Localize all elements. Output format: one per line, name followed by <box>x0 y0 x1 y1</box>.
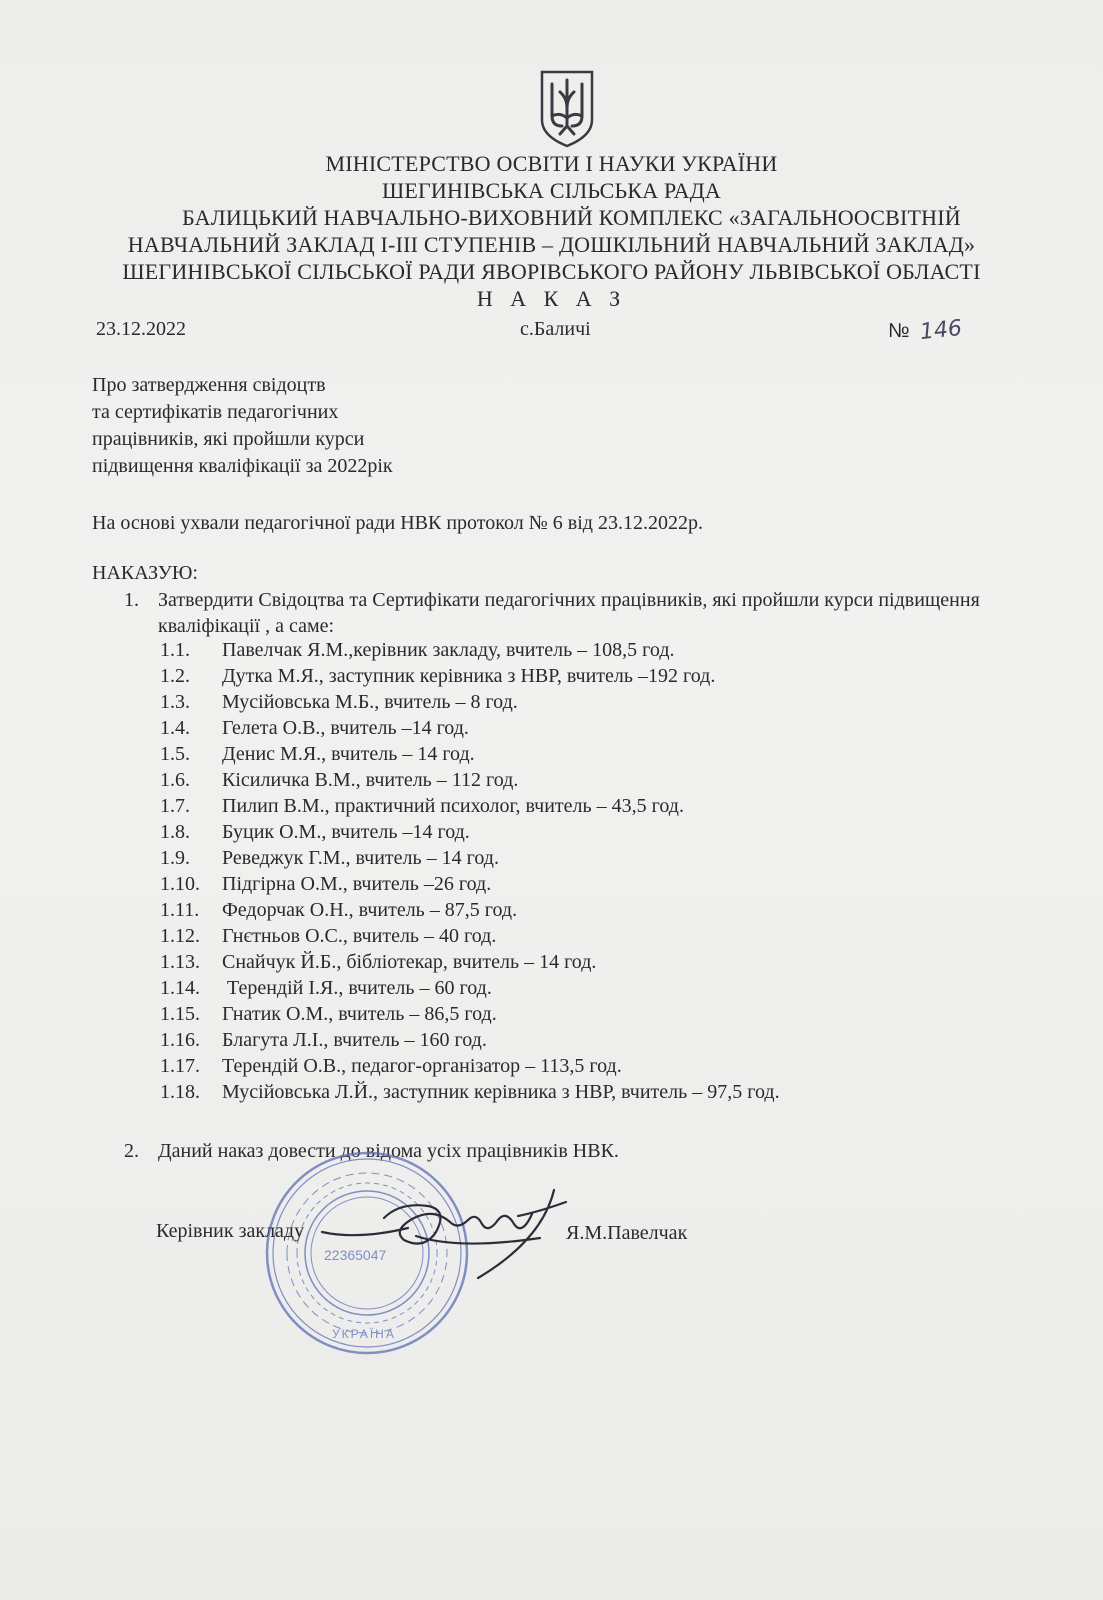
subitem-number: 1.14. <box>160 977 200 999</box>
subitem-number: 1.1. <box>160 639 190 661</box>
subitem <box>160 639 675 662</box>
subitem-text: Павелчак Я.М.,керівник закладу, вчитель – 108,5 год. <box>222 639 675 661</box>
subitem-number: 1.11. <box>160 899 200 921</box>
subitem-text: Благута Л.І., вчитель – 160 год. <box>222 1029 487 1051</box>
subitem-number: 1.16. <box>160 1029 200 1051</box>
subitem-number: 1.15. <box>160 1003 200 1025</box>
subitem <box>160 951 596 974</box>
subitem-number: 1.9. <box>160 847 190 869</box>
subitem-text: Терендій О.В., педагог-організатор – 113,5 год. <box>222 1055 622 1077</box>
subitem-number: 1.5. <box>160 743 190 765</box>
subitem-number: 1.3. <box>160 691 190 713</box>
item-number: 2. <box>124 1140 139 1162</box>
subitem-text: Мусійовська Л.Й., заступник керівника з НВР, вчитель – 97,5 год. <box>222 1081 780 1103</box>
council-title: ШЕГИНІВСЬКА СІЛЬСЬКА РАДА <box>381 178 722 203</box>
subitem-text: Мусійовська М.Б., вчитель – 8 год. <box>222 691 518 713</box>
school-title-line3: ШЕГИНІВСЬКОЇ СІЛЬСЬКОЇ РАДИ ЯВОРІВСЬКОГО РАЙОНУ ЛЬВІВСЬКОЇ ОБЛАСТІ <box>122 259 981 284</box>
subitem-text: Кісиличка В.М., вчитель – 112 год. <box>222 769 519 791</box>
order-date: 23.12.2022 <box>96 318 186 340</box>
document-header <box>0 150 1103 312</box>
subitem-number: 1.10. <box>160 873 200 895</box>
order-basis: На основі ухвали педагогічної ради НВК протокол № 6 від 23.12.2022р. <box>92 512 703 534</box>
subject-line: та сертифікатів педагогічних <box>92 401 339 423</box>
order-number <box>888 315 964 346</box>
signature-label: Керівник закладу <box>156 1220 305 1242</box>
subitem <box>160 899 517 922</box>
subitem <box>160 769 518 792</box>
subitem-text: Гнєтньов О.С., вчитель – 40 год. <box>222 925 497 947</box>
subitem-number: 1.6. <box>160 769 190 791</box>
document-type: Н А К А З <box>476 286 627 311</box>
subitem-text: Реведжук Г.М., вчитель – 14 год. <box>222 847 499 869</box>
school-title-line2: НАВЧАЛЬНИЙ ЗАКЛАД І-ІІІ СТУПЕНІВ – ДОШКІЛЬНИЙ НАВЧАЛЬНИЙ ЗАКЛАД» <box>127 232 976 257</box>
subitem-text: Федорчак О.Н., вчитель – 87,5 год. <box>222 899 518 921</box>
signatory-name: Я.М.Павелчак <box>566 1222 688 1244</box>
item-number: 1. <box>124 589 139 611</box>
subitem-text: Дутка М.Я., заступник керівника з НВР, вчитель –192 год. <box>222 665 716 687</box>
order-place: с.Баличі <box>520 318 591 340</box>
item-text: Затвердити Свідоцтва та Сертифікати педагогічних працівників, які пройшли курси підвищення кваліфікації , а саме: <box>158 589 980 637</box>
order-number-value: 146 <box>919 315 964 346</box>
subject-line: підвищення кваліфікації за 2022рік <box>92 455 393 477</box>
order-number-label: № <box>888 320 910 342</box>
subitem-number: 1.12. <box>160 925 200 947</box>
subitem-number: 1.18. <box>160 1081 200 1103</box>
subitem <box>160 1081 780 1104</box>
subitem-text: Гнатик О.М., вчитель – 86,5 год. <box>222 1003 497 1025</box>
subitem-text: Терендій І.Я., вчитель – 60 год. <box>222 977 492 999</box>
subitem-number: 1.13. <box>160 951 200 973</box>
subitem-text: Буцик О.М., вчитель –14 год. <box>222 821 470 843</box>
subitem-number: 1.7. <box>160 795 190 817</box>
stamp-code: 22365047 <box>324 1247 387 1263</box>
subitem <box>160 925 496 948</box>
item-text: Даний наказ довести до відома усіх працівників НВК. <box>158 1140 619 1162</box>
subitem <box>160 1003 497 1026</box>
subitem-text: Підгірна О.М., вчитель –26 год. <box>222 873 492 895</box>
subitem <box>160 795 684 818</box>
subitem <box>160 977 492 1000</box>
handwritten-signature <box>318 1180 578 1300</box>
subitem <box>160 691 518 714</box>
subitem-number: 1.8. <box>160 821 190 843</box>
order-subject <box>92 372 393 480</box>
subitem <box>160 847 499 870</box>
subitem-text: Пилип В.М., практичний психолог, вчитель – 43,5 год. <box>222 795 684 817</box>
subitem-text: Гелета О.В., вчитель –14 год. <box>222 717 469 739</box>
subject-line: працівників, які пройшли курси <box>92 428 365 450</box>
subitem-number: 1.2. <box>160 665 190 687</box>
subitem <box>160 873 491 896</box>
stamp-country: УКРАЇНА <box>332 1327 396 1341</box>
ministry-title: МІНІСТЕРСТВО ОСВІТИ І НАУКИ УКРАЇНИ <box>325 151 778 176</box>
order-word: НАКАЗУЮ: <box>92 562 198 584</box>
subitem-text: Денис М.Я., вчитель – 14 год. <box>222 743 475 765</box>
subitem-text: Снайчук Й.Б., бібліотекар, вчитель – 14 год. <box>222 951 597 973</box>
subitem <box>160 1055 622 1078</box>
subitem <box>160 743 475 766</box>
subject-line: Про затвердження свідоцтв <box>92 374 326 396</box>
subitem <box>160 821 470 844</box>
subitem <box>160 717 469 740</box>
subitem <box>160 665 715 688</box>
coat-of-arms-icon <box>538 68 596 148</box>
subitem-number: 1.17. <box>160 1055 200 1077</box>
subitem-number: 1.4. <box>160 717 190 739</box>
school-title-line1: БАЛИЦЬКИЙ НАВЧАЛЬНО-ВИХОВНИЙ КОМПЛЕКС «ЗАГАЛЬНООСВІТНІЙ <box>182 205 961 230</box>
subitem <box>160 1029 487 1052</box>
